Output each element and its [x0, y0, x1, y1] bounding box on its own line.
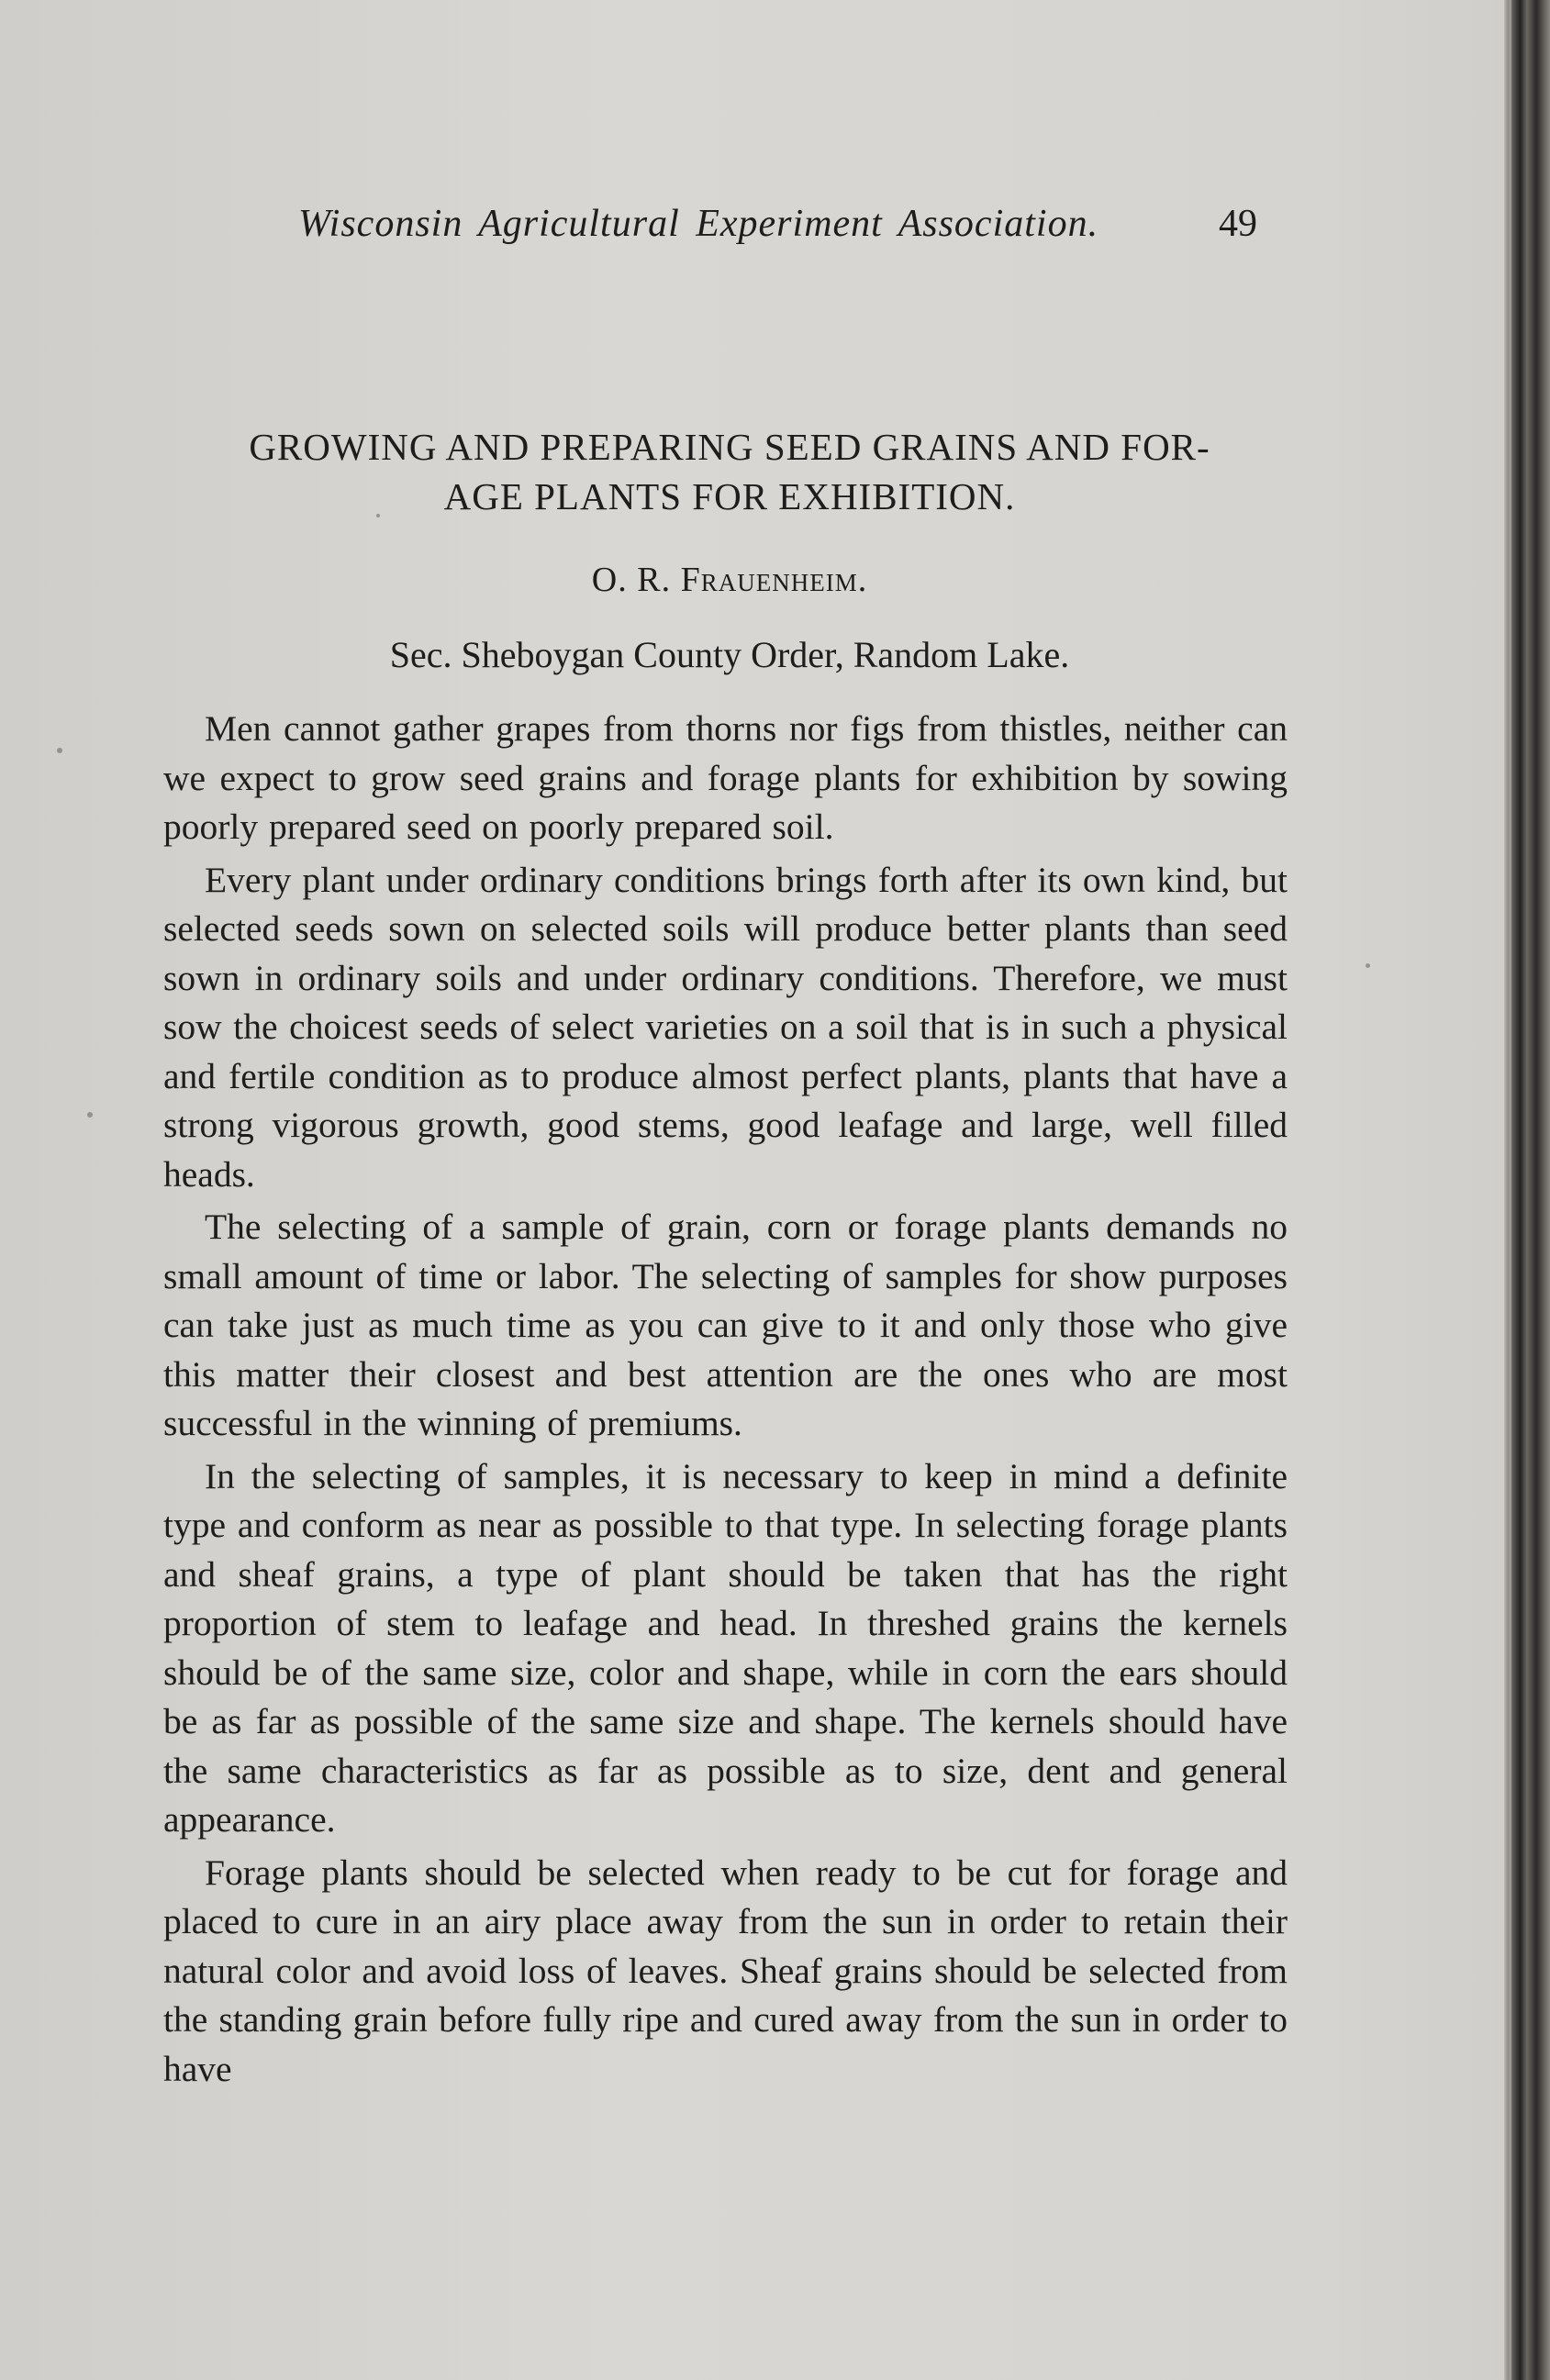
article-body [163, 705, 1288, 2094]
author-initials: O. R. [591, 561, 672, 599]
article-title-line-1: GROWING AND PREPARING SEED GRAINS AND FOR- [249, 426, 1210, 468]
author-affiliation: Sec. Sheboygan County Order, Random Lake. [389, 634, 1070, 675]
author-byline [147, 560, 1312, 600]
author-surname: Frauenheim. [680, 561, 868, 599]
print-speck [87, 1112, 93, 1118]
print-speck [376, 514, 380, 517]
running-head [298, 202, 1257, 257]
print-speck [1366, 963, 1370, 968]
paragraph: In the selecting of samples, it is necessary to keep in mind a definite type and conform as near as possible to that type. In selecting forage plants and sheaf grains, a type of plant should be taken that has the right proportion of stem to leafage and head. In threshed grains the kernels should be of the same size, color and shape, while in corn the ears should be as far as possible of the same size and shape. The kernels should have the same characteristics as far as possible as to size, dent and general appearance. [163, 1455, 1288, 1840]
paragraph: Every plant under ordinary conditions brings forth after its own kind, but selected seeds sown on selected soils will produce better plants than seed sown in ordinary soils and under ordinary conditions. Therefore, we must sow the choicest seeds of select varieties on a soil that is in such a physical and fertile condition as to produce almost perfect plants, plants that have a strong vigorous growth, good stems, good leafage and large, well filled heads. [163, 859, 1288, 1195]
running-head-title: Wisconsin Agricultural Experiment Association. [298, 203, 1099, 245]
page-number: 49 [1219, 203, 1257, 245]
binding-line [1509, 0, 1511, 2380]
paragraph: Forage plants should be selected when ready to be cut for forage and placed to cure in an airy place away from the sun in order to retain their natural color and avoid loss of leaves. Sheaf grains should be selected from the standing grain before fully ripe and cured away from the sun in order to have [163, 1852, 1288, 2089]
article-title [147, 422, 1312, 521]
paragraph: The selecting of a sample of grain, corn or forage plants demands no small amount of time or labor. The selecting of samples for show purposes can take just as much time as you can give to it and only those who give this matter their closest and best attention are the ones who are most successful in the winning of premiums. [163, 1207, 1288, 1443]
print-speck [57, 748, 62, 753]
article-title-line-2: AGE PLANTS FOR EXHIBITION. [443, 475, 1016, 517]
paragraph: Men cannot gather grapes from thorns nor figs from thistles, neither can we expect to grow seed grains and forage plants for exhibition by sowing poorly prepared seed on poorly prepared soil. [163, 708, 1288, 847]
